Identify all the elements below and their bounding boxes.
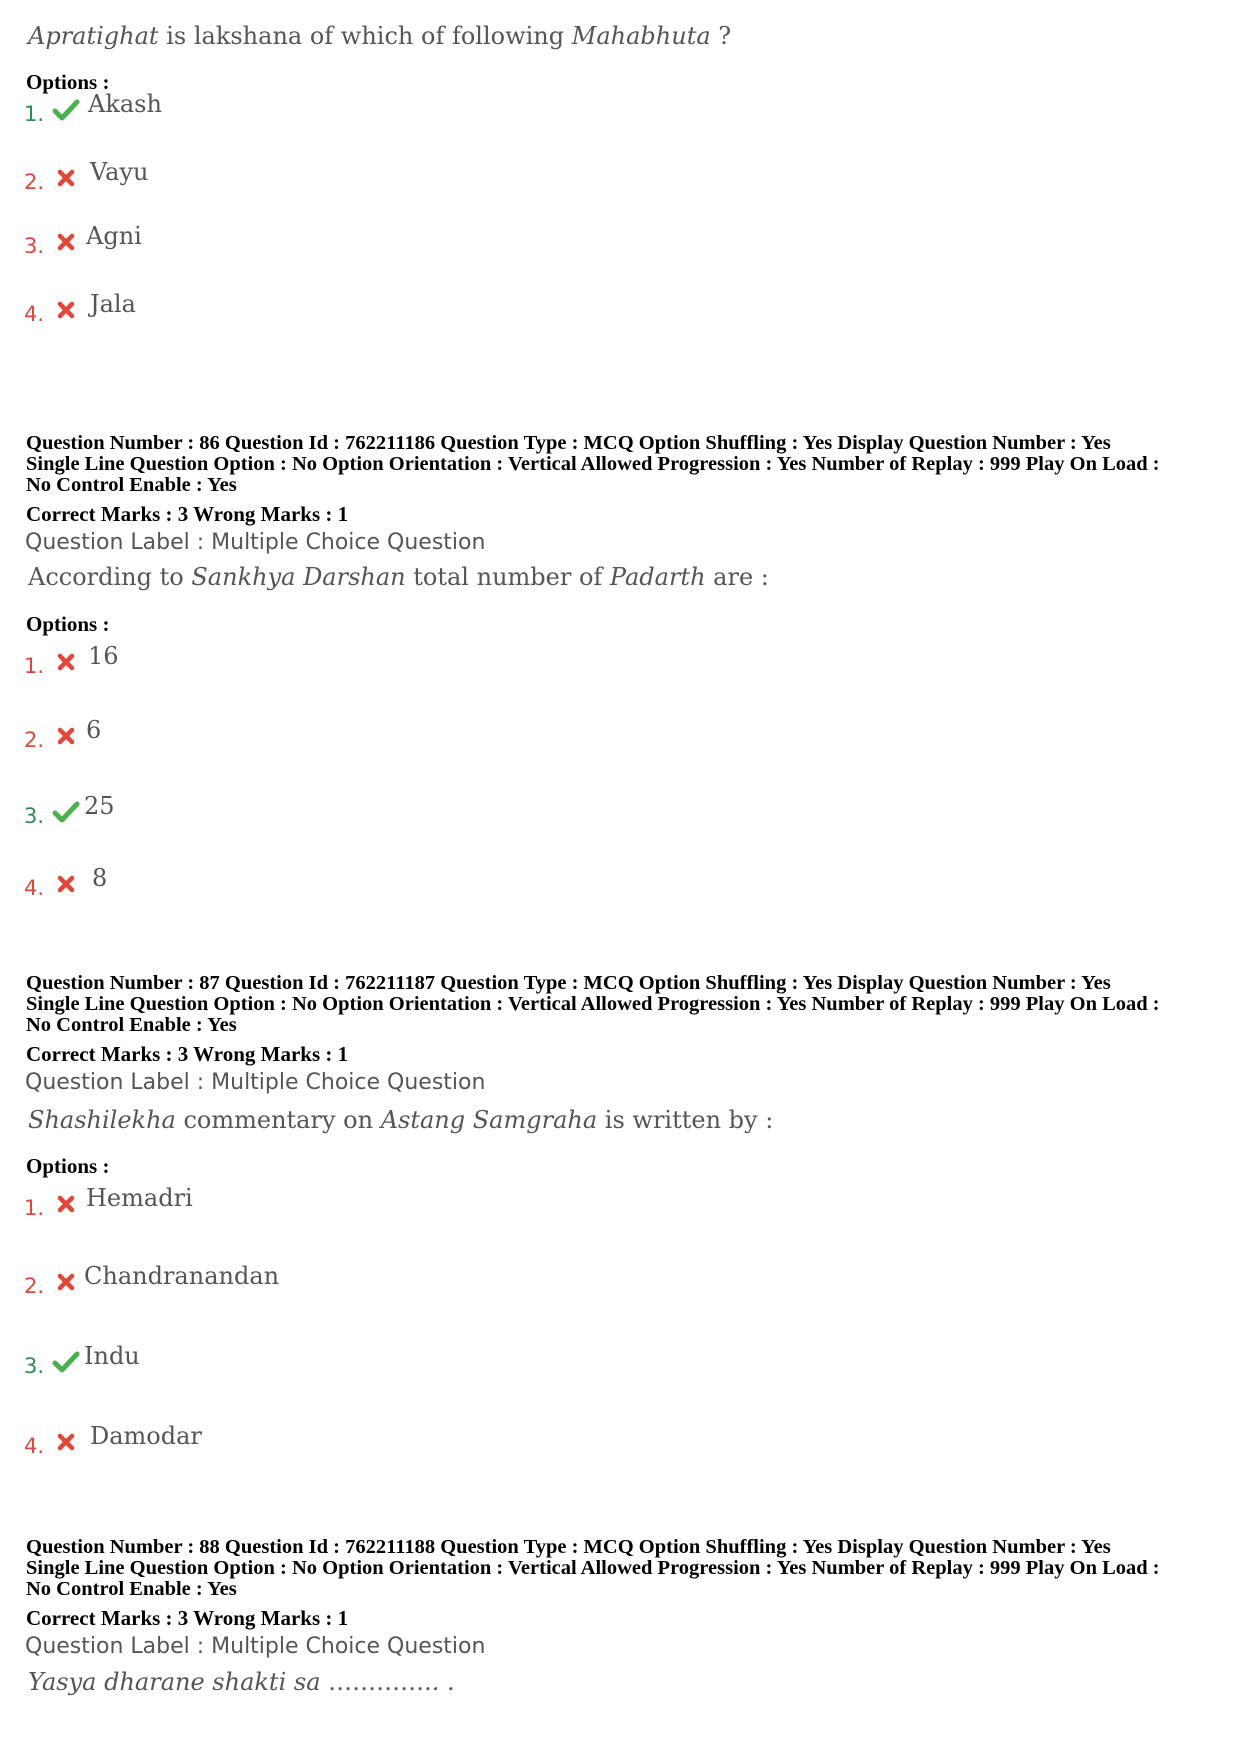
option-text: Vayu [90,158,149,186]
cross-icon [52,722,80,750]
question-text: total number of [405,563,610,591]
option-text: Damodar [90,1422,202,1450]
cross-icon [52,228,80,256]
option-3 [24,792,624,832]
option-number: 4. [24,876,45,900]
option-2 [24,1262,624,1302]
check-icon [52,1348,80,1376]
option-number: 2. [24,170,45,194]
question-label: Question Label : Multiple Choice Question [25,1070,486,1095]
option-number: 3. [24,1354,45,1378]
option-text: 25 [84,792,115,820]
option-number: 1. [24,1196,45,1220]
option-number: 4. [24,302,45,326]
check-icon [52,96,80,124]
options-heading: Options : [26,612,110,636]
option-text: 16 [88,642,119,670]
cross-icon [52,1428,80,1456]
question-text-italic: Astang Samgraha [380,1106,598,1134]
question-text: is written by : [597,1106,774,1134]
cross-icon [52,648,80,676]
metadata-line: Question Number : 86 Question Id : 762211186 Question Type : MCQ Option Shuffling : Yes Display Question Number : Yes [26,432,1111,454]
cross-icon [52,870,80,898]
question-text: are : [705,563,769,591]
option-text: Hemadri [86,1184,193,1212]
option-text: 8 [92,864,108,892]
question-label: Question Label : Multiple Choice Question [25,530,486,555]
question-88-metadata [26,1537,1221,1600]
question-85-text [28,22,731,50]
question-86-metadata [26,433,1221,496]
question-text-italic: Sankhya Darshan [191,563,406,591]
question-86-text [28,563,769,591]
option-number: 3. [24,234,45,258]
option-text: Jala [90,290,136,318]
question-88-text [28,1668,455,1696]
option-text: Agni [86,222,142,250]
option-1 [24,642,624,682]
metadata-line: No Control Enable : Yes [26,1014,237,1036]
question-text: is lakshana of which of following [158,22,572,50]
option-2 [24,158,624,198]
question-text-italic: Padarth [609,563,706,591]
metadata-line: Question Number : 87 Question Id : 762211187 Question Type : MCQ Option Shuffling : Yes Display Question Number : Yes [26,972,1111,994]
marks-info: Correct Marks : 3 Wrong Marks : 1 [26,1042,349,1066]
option-text: Chandranandan [84,1262,280,1290]
metadata-line: Single Line Question Option : No Option Orientation : Vertical Allowed Progression : Yes Number of Replay : 999 Play On Load : [26,453,1160,475]
option-1 [24,1184,624,1224]
option-4 [24,290,624,330]
option-3 [24,1342,624,1382]
option-1 [24,90,624,130]
marks-info: Correct Marks : 3 Wrong Marks : 1 [26,502,349,526]
option-text: 6 [86,716,102,744]
option-number: 2. [24,728,45,752]
option-number: 1. [24,654,45,678]
metadata-line: Single Line Question Option : No Option Orientation : Vertical Allowed Progression : Yes Number of Replay : 999 Play On Load : [26,1557,1160,1579]
marks-info: Correct Marks : 3 Wrong Marks : 1 [26,1606,349,1630]
question-text-italic: Yasya dharane shakti sa ………….. . [28,1668,455,1696]
options-heading: Options : [26,70,110,94]
option-number: 2. [24,1274,45,1298]
metadata-line: No Control Enable : Yes [26,1578,237,1600]
options-heading: Options : [26,1154,110,1178]
question-text-italic: Mahabhuta [571,22,711,50]
option-number: 1. [24,102,45,126]
cross-icon [52,296,80,324]
question-text-italic: Apratighat [28,22,159,50]
metadata-line: No Control Enable : Yes [26,474,237,496]
cross-icon [52,1268,80,1296]
option-3 [24,222,624,262]
question-label: Question Label : Multiple Choice Question [25,1634,486,1659]
metadata-line: Single Line Question Option : No Option Orientation : Vertical Allowed Progression : Yes Number of Replay : 999 Play On Load : [26,993,1160,1015]
question-87-text [28,1106,773,1134]
option-text: Akash [88,90,162,118]
question-text-italic: Shashilekha [28,1106,176,1134]
question-87-metadata [26,973,1221,1036]
option-4 [24,1422,624,1462]
option-4 [24,864,624,904]
question-text: commentary on [175,1106,381,1134]
option-text: Indu [84,1342,140,1370]
question-text: ? [710,22,732,50]
option-2 [24,716,624,756]
check-icon [52,798,80,826]
metadata-line: Question Number : 88 Question Id : 762211188 Question Type : MCQ Option Shuffling : Yes Display Question Number : Yes [26,1536,1111,1558]
option-number: 4. [24,1434,45,1458]
option-number: 3. [24,804,45,828]
cross-icon [52,164,80,192]
cross-icon [52,1190,80,1218]
question-text: According to [28,563,192,591]
